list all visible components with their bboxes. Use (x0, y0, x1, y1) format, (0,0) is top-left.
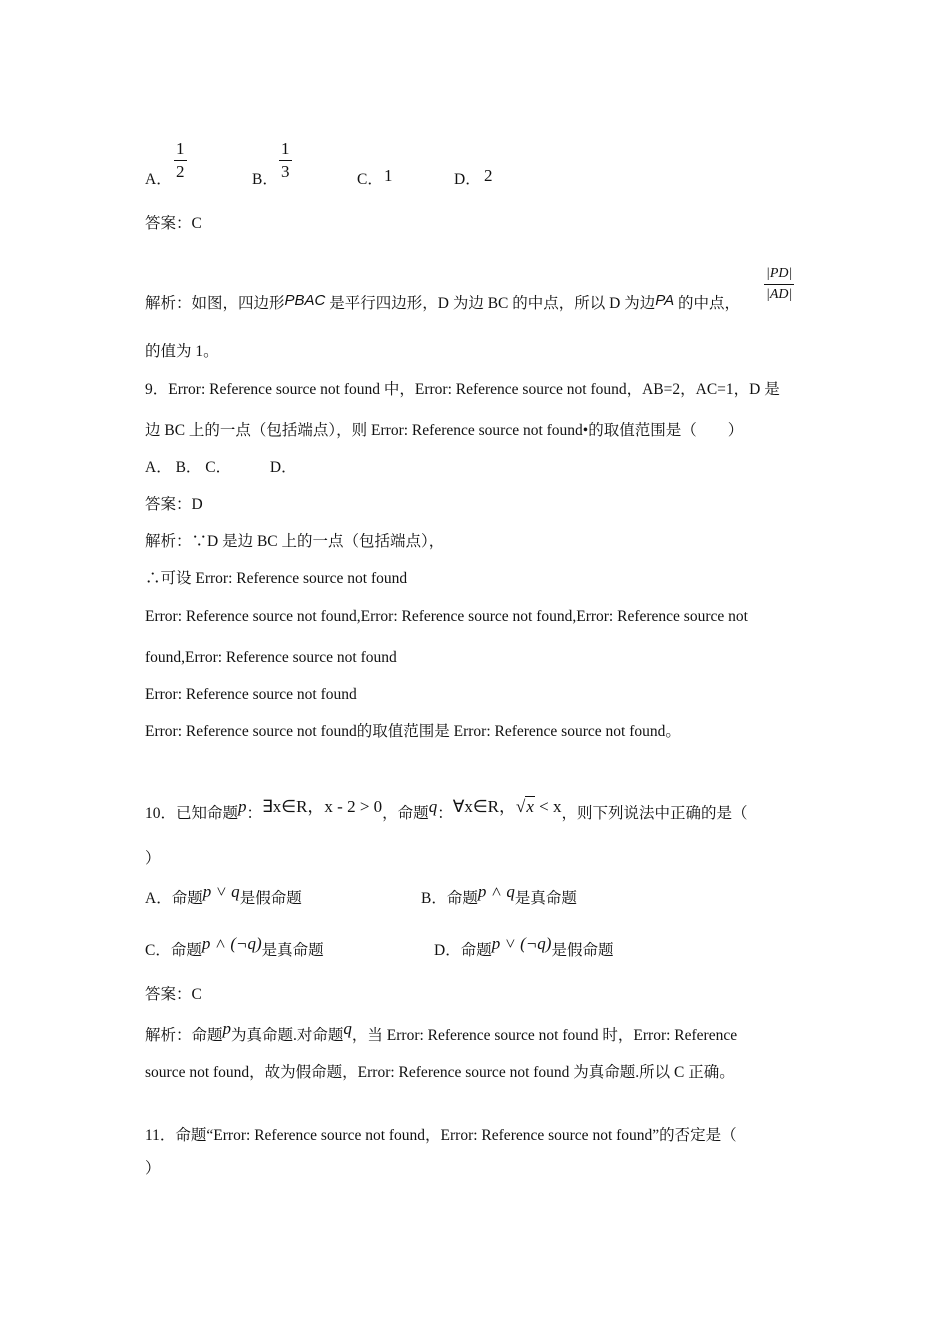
q10-answer: 答案：C (145, 986, 202, 1003)
q9-options: A． B． C． D． (145, 459, 297, 476)
q11-stem-line-1: 11．命题“Error: Reference source not found，Error: Reference source not found”的否定是（ (145, 1127, 737, 1144)
q8-option-a-label: A． (145, 171, 172, 188)
q10-stem: 10．已知命题p：∃x∈R，x - 2 > 0，命题q：∀x∈R，√x < x，则下列说法中正确的是（ (145, 797, 748, 822)
q9-answer: 答案：D (145, 496, 203, 513)
q9-explanation-3: Error: Reference source not found,Error: Reference source not found,Error: Reference source not (145, 608, 748, 625)
q9-explanation-6: Error: Reference source not found的取值范围是 Error: Reference source not found。 (145, 723, 681, 740)
q8-answer: 答案：C (145, 215, 202, 232)
q10-option-a: A．命题p ˅ q是假命题 (145, 882, 302, 907)
q8-option-a-fraction: $\frac{1}{2}$ (176, 139, 185, 181)
q8-option-d-value: 2 (484, 166, 493, 185)
q9-stem-line-1: 9．Error: Reference source not found 中，Error: Reference source not found，AB=2，AC=1，D 是 (145, 381, 780, 398)
q10-option-c: C．命题p ˄ (¬q)是真命题 (145, 934, 324, 959)
q9-explanation-2: ∴可设 Error: Reference source not found (145, 570, 408, 587)
q11-stem-line-2: ） (145, 1160, 161, 1177)
q8-option-d-label: D． (454, 171, 481, 188)
q8-explanation: 解析：如图，四边形PBAC 是平行四边形，D 为边 BC 的中点，所以 D 为边PA 的中点， (145, 292, 740, 312)
q9-stem-line-2: 边 BC 上的一点（包括端点），则 Error: Reference source not found•的取值范围是（ ） (145, 422, 744, 439)
q10-explanation-2: source not found，故为假命题，Error: Reference source not found 为真命题.所以 C 正确。 (145, 1064, 735, 1081)
q8-option-c-value: 1 (384, 166, 393, 185)
q10-option-b: B．命题p ˄ q是真命题 (421, 882, 577, 907)
q9-explanation-5: Error: Reference source not found (145, 686, 357, 703)
q8-option-c-label: C． (357, 171, 383, 188)
q9-explanation-4: found,Error: Reference source not found (145, 649, 397, 666)
q8-explanation-end: 的值为 1。 (145, 343, 219, 360)
q8-option-b-label: B． (252, 171, 278, 188)
q8-option-b-fraction: $\frac{1}{3}$ (281, 139, 290, 181)
q10-stem-close: ） (145, 850, 161, 867)
q10-explanation-1: 解析：命题p为真命题.对命题q，当 Error: Reference source not found 时，Error: Reference (145, 1019, 738, 1044)
q9-explanation-1: 解析：∵D 是边 BC 上的一点（包括端点）， (145, 533, 445, 550)
q10-option-d: D．命题p ˅ (¬q)是假命题 (434, 934, 614, 959)
q8-explanation-fraction: $\frac{|PD|}{|AD|}$ (766, 266, 793, 302)
